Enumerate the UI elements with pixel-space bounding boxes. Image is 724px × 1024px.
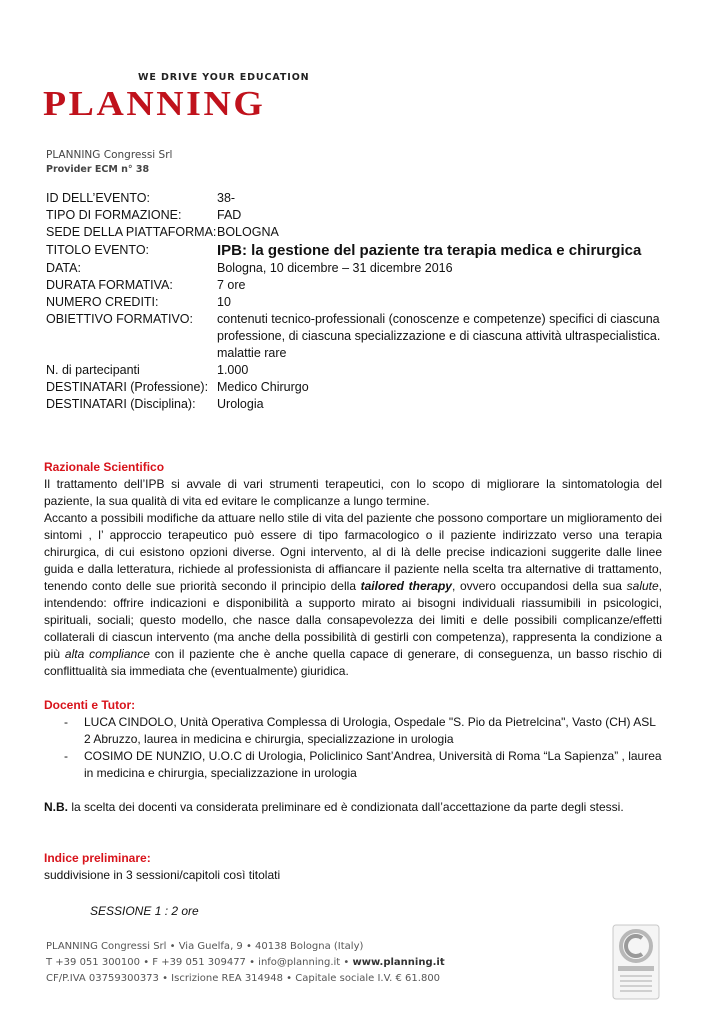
info-row-durata bbox=[46, 277, 686, 294]
info-label: NUMERO CREDITI: bbox=[46, 295, 159, 309]
info-row-data bbox=[46, 260, 686, 277]
footer-website: www.planning.it bbox=[352, 957, 445, 968]
info-label: DESTINATARI (Professione): bbox=[46, 380, 209, 394]
emphasis-text: salute bbox=[626, 579, 659, 593]
info-row-sede bbox=[46, 224, 686, 241]
info-row-disciplina bbox=[46, 396, 686, 413]
info-value: Bologna, 10 dicembre – 31 dicembre 2016 bbox=[217, 261, 453, 275]
info-label: DESTINATARI (Disciplina): bbox=[46, 397, 196, 411]
info-row-partecipanti bbox=[46, 362, 686, 379]
footer-phone: T +39 051 300100 • F +39 051 309477 • info@planning.it • bbox=[46, 957, 353, 968]
info-value: 1.000 bbox=[217, 363, 249, 377]
docente-text: LUCA CINDOLO, Unità Operativa Complessa di Urologia, Ospedale "S. Pio da Pietrelcina", Vasto (CH) ASL 2 Abruzzo, laurea in medicina e chirurgia, specializzazione in urologia bbox=[84, 715, 656, 746]
info-row-obiettivo bbox=[46, 311, 686, 362]
info-label: ID DELL’EVENTO: bbox=[46, 191, 150, 205]
docenti-list bbox=[44, 714, 662, 782]
indice-text: suddivisione in 3 sessioni/capitoli così titolati bbox=[44, 868, 281, 882]
cermet-icon bbox=[612, 924, 660, 1000]
paragraph-text: Accanto a possibili modifiche da attuare nello stile di vita del paziente che possono comportare un miglioramento dei sintomi , l’ approccio terapeutico può essere di tipo farmacologico o il paziente indirizzato verso una terapia chirurgica, di cui esistono opzioni diverse. Ogni intervento, al di là delle precise indicazioni suggerite dalle linee guida e dalla letteratura, richiede al professionista di affiancare il paziente nella scelta tra alternative di trattamento, tenendo conto delle sue priorità secondo il principio della bbox=[44, 511, 662, 593]
emphasis-text: alta compliance bbox=[64, 647, 150, 661]
info-label: TIPO DI FORMAZIONE: bbox=[46, 208, 182, 222]
paragraph-text: , ovvero occupandosi della sua bbox=[451, 579, 627, 593]
footer-contacts bbox=[46, 955, 445, 971]
list-item bbox=[44, 748, 662, 782]
info-value: 10 bbox=[217, 295, 231, 309]
nb-note bbox=[44, 799, 662, 816]
info-value: Urologia bbox=[217, 397, 264, 411]
info-label: SEDE DELLA PIATTAFORMA: bbox=[46, 225, 217, 239]
nb-label: N.B. bbox=[44, 800, 68, 814]
indice-heading: Indice preliminare: bbox=[44, 851, 151, 865]
info-value: contenuti tecnico-professionali (conoscenze e competenze) specifici di ciascuna professione, di ciascuna specializzazione e di ciascuna attività ultraspecialistica. malattie rare bbox=[217, 312, 661, 360]
logo-tagline: WE DRIVE YOUR EDUCATION bbox=[138, 72, 310, 83]
info-label: DURATA FORMATIVA: bbox=[46, 278, 173, 292]
session-title: SESSIONE 1 : 2 ore bbox=[90, 904, 199, 918]
docente-text: COSIMO DE NUNZIO, U.O.C di Urologia, Policlinico Sant’Andrea, Università di Roma “La Sapienza” , laurea in medicina e chirurgia, specializzazione in urologia bbox=[84, 749, 662, 780]
provider-ecm: Provider ECM n° 38 bbox=[46, 164, 150, 175]
info-label: N. di partecipanti bbox=[46, 363, 140, 377]
company-name: PLANNING Congressi Srl bbox=[46, 149, 173, 161]
docenti-heading: Docenti e Tutor: bbox=[44, 698, 136, 712]
info-label: OBIETTIVO FORMATIVO: bbox=[46, 312, 193, 326]
info-row-crediti bbox=[46, 294, 686, 311]
razionale-paragraph-2 bbox=[44, 510, 662, 680]
info-row-titolo bbox=[46, 241, 686, 260]
info-row-tipo bbox=[46, 207, 686, 224]
event-title: IPB: la gestione del paziente tra terapia medica e chirurgica bbox=[217, 242, 642, 259]
emphasis-text: tailored therapy bbox=[360, 579, 452, 593]
footer bbox=[46, 939, 445, 987]
info-value: 7 ore bbox=[217, 278, 246, 292]
info-row-professione bbox=[46, 379, 686, 396]
info-label: DATA: bbox=[46, 261, 81, 275]
info-value: 38- bbox=[217, 191, 236, 205]
document-body bbox=[44, 459, 662, 816]
certification-stamp bbox=[612, 924, 660, 1000]
planning-logo: PLANNING bbox=[43, 84, 266, 123]
list-item bbox=[44, 714, 662, 748]
footer-fiscal: CF/P.IVA 03759300373 • Iscrizione REA 314948 • Capitale sociale I.V. € 61.800 bbox=[46, 973, 441, 984]
razionale-heading: Razionale Scientifico bbox=[44, 460, 165, 474]
info-value: BOLOGNA bbox=[217, 225, 279, 239]
paragraph-text: con il paziente che è anche quella capace di generare, di conseguenza, un basso rischio di conflittualità sia immediata che (eventualmente) giuridica. bbox=[44, 647, 662, 678]
event-info-table bbox=[46, 190, 686, 413]
bullet-dash: - bbox=[64, 749, 68, 763]
paragraph-text: , intendendo: offrire indicazioni e disponibilità a supporto mirato ai bisogni individuali riassumibili in psicologici, spirituali, sociali; questo modello, che nasce dalla consapevolezza dei limiti e delle possibili complicanze/effetti collaterali di ciascun intervento (ma anche della possibilità di gestirli con competenza), rappresenta la condizione a più bbox=[44, 579, 663, 661]
nb-text: la scelta dei docenti va considerata preliminare ed è condizionata dall’accettazione da parte degli stessi. bbox=[68, 800, 624, 814]
indice-section bbox=[44, 850, 280, 884]
info-value: FAD bbox=[217, 208, 242, 222]
footer-address: PLANNING Congressi Srl • Via Guelfa, 9 • 40138 Bologna (Italy) bbox=[46, 941, 364, 952]
razionale-paragraph-1: Il trattamento dell’IPB si avvale di vari strumenti terapeutici, con lo scopo di migliorare la sintomatologia del paziente, la sua qualità di vita ed evitare le complicanze a lungo termine. bbox=[44, 477, 662, 508]
info-value: Medico Chirurgo bbox=[217, 380, 309, 394]
info-label: TITOLO EVENTO: bbox=[46, 243, 150, 257]
info-row-id bbox=[46, 190, 686, 207]
bullet-dash: - bbox=[64, 715, 68, 729]
